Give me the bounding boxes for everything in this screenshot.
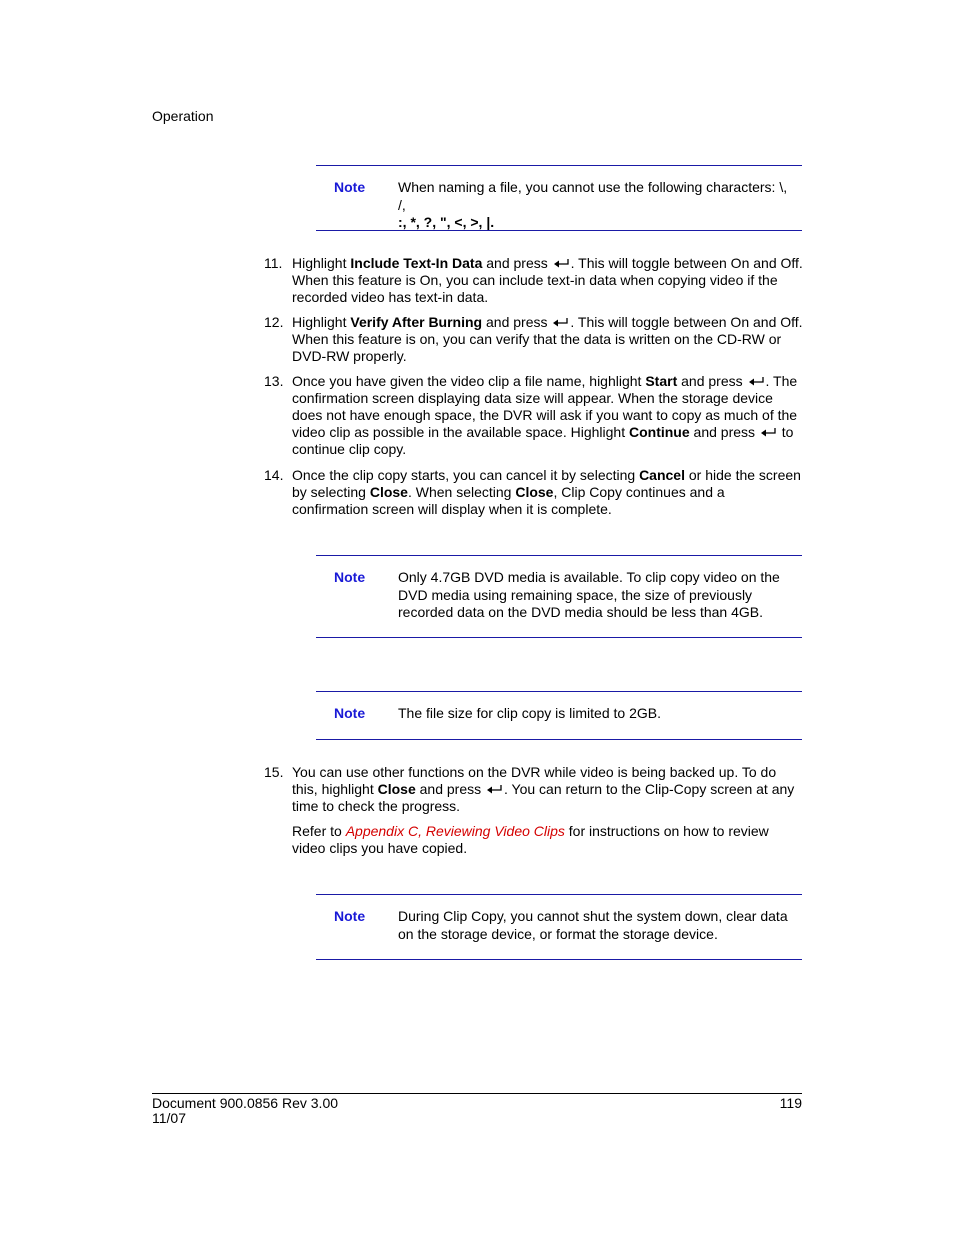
step-number: 12. bbox=[264, 314, 284, 330]
enter-key-icon bbox=[486, 784, 503, 795]
note-text-line: When naming a file, you cannot use the following characters: \, /, bbox=[398, 179, 788, 213]
step-term: Close bbox=[515, 484, 554, 500]
step-text: . This will toggle between On and Off. When this feature is On, you can include text-in data when copying video if the recorded video has text-in data. bbox=[292, 255, 803, 305]
note-box bbox=[316, 555, 802, 638]
enter-key-icon bbox=[553, 258, 570, 269]
refer-text: Refer to bbox=[292, 823, 346, 839]
step-text: , Clip Copy continues and a confirmation screen will display when it is complete. bbox=[292, 484, 725, 517]
step-number: 15. bbox=[264, 764, 284, 780]
enter-key-icon bbox=[552, 317, 569, 328]
note-box bbox=[316, 894, 802, 960]
note-text: During Clip Copy, you cannot shut the system down, clear data on the storage device, or format the storage device. bbox=[398, 908, 788, 942]
note-label: Note bbox=[334, 908, 366, 924]
step-text: . When selecting bbox=[407, 484, 516, 500]
step-number: 13. bbox=[264, 373, 284, 389]
enter-key-icon bbox=[760, 427, 777, 438]
footer-document-info bbox=[152, 1096, 338, 1126]
note-label: Note bbox=[334, 179, 366, 195]
step-text: and press bbox=[482, 255, 552, 271]
step-term: Close bbox=[369, 484, 408, 500]
step-number: 14. bbox=[264, 467, 284, 483]
step-term: Start bbox=[645, 373, 678, 389]
step-text: or hide the screen by selecting bbox=[292, 467, 801, 500]
step-text: Highlight bbox=[292, 314, 351, 330]
step-term: Include Text-In Data bbox=[350, 255, 483, 271]
note-box bbox=[316, 165, 802, 231]
note-text: The file size for clip copy is limited to 2GB. bbox=[398, 705, 661, 721]
enter-key-icon bbox=[748, 376, 765, 387]
section-header: Operation bbox=[152, 108, 214, 124]
step-term: Continue bbox=[628, 424, 690, 440]
step-text: . You can return to the Clip-Copy screen at any time to check the progress. bbox=[292, 781, 795, 814]
step-text: Highlight bbox=[292, 255, 351, 271]
step-term: Verify After Burning bbox=[350, 314, 483, 330]
note-box bbox=[316, 691, 802, 740]
note-forbidden-chars: :, *, ?, ", <, >, |. bbox=[398, 214, 495, 230]
step-text: Once the clip copy starts, you can cancel it by selecting bbox=[292, 467, 640, 483]
step-text: and press bbox=[415, 781, 485, 797]
step-text: Once you have given the video clip a file name, highlight bbox=[292, 373, 646, 389]
step-text: and press bbox=[482, 314, 552, 330]
refer-text: for instructions on how to review video clips you have copied. bbox=[292, 823, 769, 856]
document-number: Document 900.0856 Rev 3.00 bbox=[152, 1095, 339, 1111]
note-label: Note bbox=[334, 569, 366, 585]
step-number: 11. bbox=[264, 255, 283, 271]
step-text: to continue clip copy. bbox=[292, 424, 794, 457]
step-text: and press bbox=[689, 424, 759, 440]
appendix-link[interactable]: Appendix C, Reviewing Video Clips bbox=[345, 823, 565, 839]
step-text: . The confirmation screen displaying data size will appear. When the storage device does not have enough space, the DVR will ask if you want to copy as much of the video clip as possible in the available space. Highlight bbox=[292, 373, 798, 440]
step-text: and press bbox=[677, 373, 747, 389]
document-date: 11/07 bbox=[152, 1110, 186, 1126]
page-number: 119 bbox=[779, 1095, 802, 1111]
note-text: Only 4.7GB DVD media is available. To clip copy video on the DVD media using remaining space, the size of previously recorded data on the DVD media should be less than 4GB. bbox=[398, 569, 780, 620]
note-label: Note bbox=[334, 705, 366, 721]
note-text bbox=[398, 179, 798, 232]
footer-rule bbox=[152, 1093, 802, 1094]
step-term: Close bbox=[377, 781, 416, 797]
step-term: Cancel bbox=[639, 467, 685, 483]
step-text: You can use other functions on the DVR while video is being backed up. To do this, highlight bbox=[292, 764, 777, 797]
step-text: . This will toggle between On and Off. When this feature is on, you can verify that the data is written on the CD-RW or DVD-RW properly. bbox=[292, 314, 803, 364]
